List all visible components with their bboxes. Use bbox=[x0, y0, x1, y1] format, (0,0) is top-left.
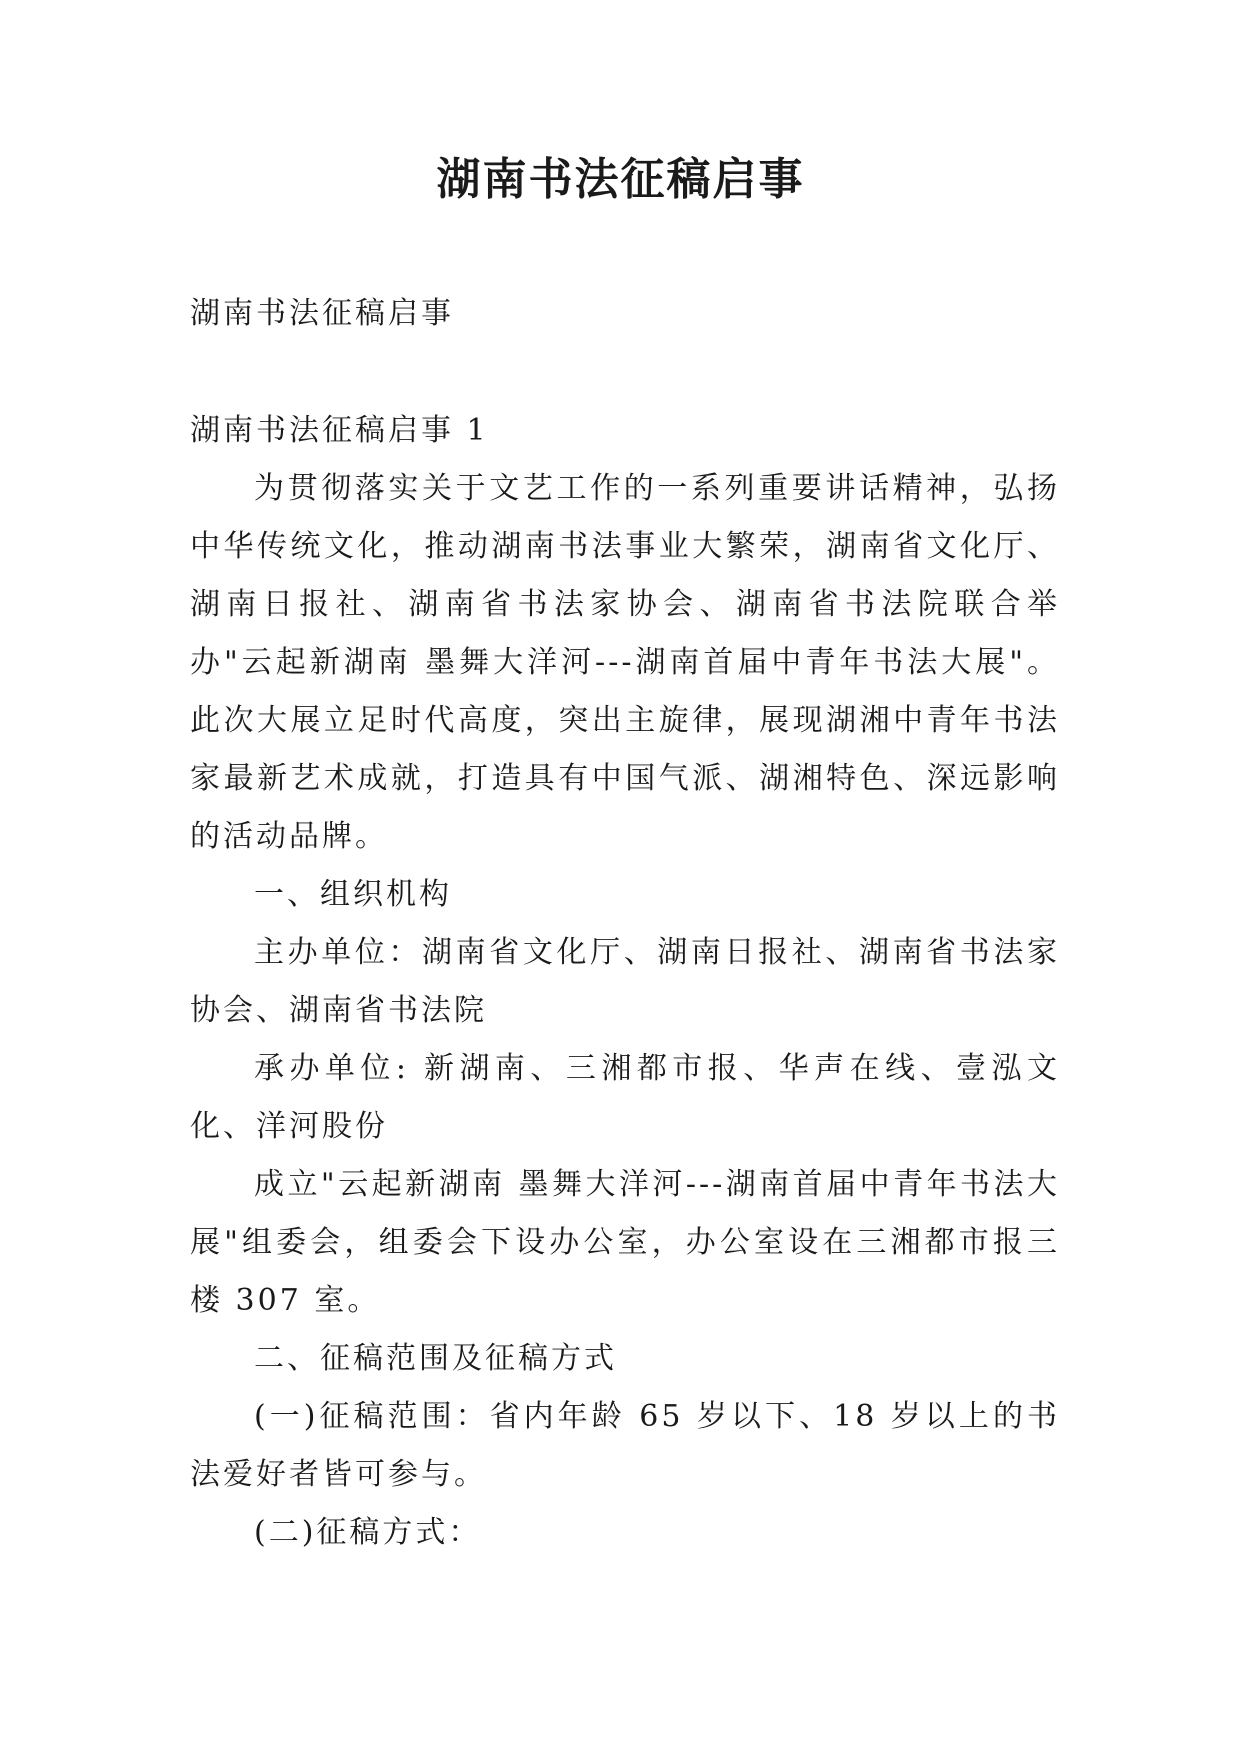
scope-paragraph: (一)征稿范围：省内年龄 65 岁以下、18 岁以上的书法爱好者皆可参与。 bbox=[190, 1399, 1060, 1492]
document-body bbox=[190, 402, 1060, 1562]
document-title: 湖南书法征稿启事 bbox=[436, 154, 805, 205]
organizer-units-paragraph: 承办单位: 新湖南、三湘都市报、华声在线、壹泓文化、洋河股份 bbox=[190, 1051, 1060, 1144]
intro-paragraph: 为贯彻落实关于文艺工作的一系列重要讲话精神，弘扬中华传统文化，推动湖南书法事业大繁荣，湖南省文化厅、湖南日报社、湖南省书法家协会、湖南省书法院联合举办"云起新湖南 墨舞大洋河---湖南首届中青年书法大展"。此次大展立足时代高度，突出主旋律，展现湖湘中青年书法家最新艺术成就，打造具有中国气派、湖湘特色、深远影响的活动品牌。 bbox=[190, 471, 1060, 854]
method-paragraph: (二)征稿方式： bbox=[254, 1515, 482, 1550]
section-title: 湖南书法征稿启事 1 bbox=[190, 413, 489, 448]
heading-scope: 二、征稿范围及征稿方式 bbox=[254, 1341, 617, 1376]
document-subtitle bbox=[190, 285, 1060, 343]
host-units-paragraph: 主办单位：湖南省文化厅、湖南日报社、湖南省书法家协会、湖南省书法院 bbox=[190, 935, 1060, 1028]
subtitle-text: 湖南书法征稿启事 bbox=[190, 296, 454, 331]
committee-paragraph: 成立"云起新湖南 墨舞大洋河---湖南首届中青年书法大展"组委会，组委会下设办公室，办公室设在三湘都市报三楼 307 室。 bbox=[190, 1167, 1060, 1318]
heading-organization: 一、组织机构 bbox=[254, 877, 452, 912]
